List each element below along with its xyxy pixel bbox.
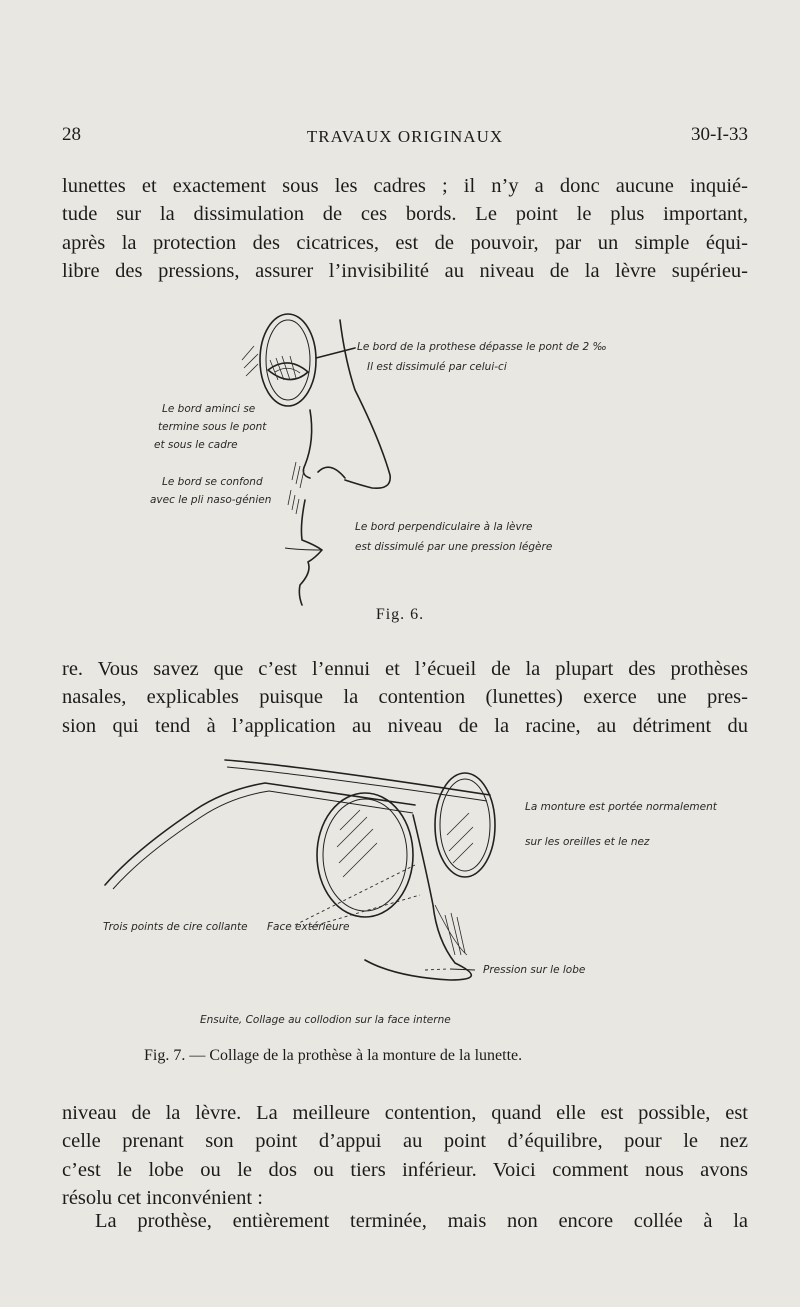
annotation-text: La monture est portée normalement <box>525 801 717 813</box>
text-line: re. Vous savez que c’est l’ennui et l’écueil de la plupart des prothèses <box>62 658 748 680</box>
paragraph-1 <box>62 172 748 285</box>
text-line: La prothèse, entièrement terminée, mais non encore collée à la <box>95 1210 748 1232</box>
running-header <box>62 124 748 154</box>
paragraph-4 <box>95 1207 748 1235</box>
running-title: TRAVAUX ORIGINAUX <box>306 127 504 146</box>
figure-7-illustration <box>95 755 735 1045</box>
annotation-text: Face extérieure <box>267 921 350 933</box>
annotation-text: Le bord aminci se <box>162 403 256 415</box>
annotation-text: Le bord perpendiculaire à la lèvre <box>355 521 533 533</box>
nose-prosthesis <box>365 815 471 980</box>
text-line: sion qui tend à l’application au niveau de la racine, au détriment du <box>62 714 748 737</box>
figure-6-caption: Fig. 6. <box>375 606 425 623</box>
paragraph-3 <box>62 1099 748 1212</box>
annotation-text: termine sous le pont <box>158 421 267 433</box>
annotation-text: Ensuite, Collage au collodion sur la face interne <box>200 1014 451 1026</box>
text-line: nasales, explicables puisque la contention (lunettes) exerce une pres- <box>62 686 748 709</box>
text-line: niveau de la lèvre. La meilleure contention, quand elle est possible, est <box>62 1102 748 1124</box>
text-line: après la protection des cicatrices, est de pouvoir, par un simple équi- <box>62 231 748 254</box>
annotation-text: et sous le cadre <box>154 439 238 451</box>
spectacle-rim <box>260 314 316 406</box>
lips-profile <box>299 500 322 605</box>
annotation-text: est dissimulé par une pression légère <box>355 541 553 553</box>
text-line: celle prenant son point d’appui au point d’équilibre, pour le nez <box>62 1130 748 1153</box>
text-line: résolu cet inconvénient : <box>62 1186 263 1209</box>
annotation-text: Il est dissimulé par celui-ci <box>367 361 507 373</box>
right-lens <box>435 773 495 877</box>
annotation-text: Trois points de cire collante <box>103 921 248 933</box>
text-line: c’est le lobe ou le dos ou tiers inférieur. Voici comment nous avons <box>62 1158 748 1181</box>
figure-6-illustration <box>140 300 640 610</box>
annotation-text: Le bord se confond <box>162 476 263 488</box>
text-line: tude sur la dissimulation de ces bords. Le point le plus important, <box>62 203 748 226</box>
annotation-text: Le bord de la prothese dépasse le pont de 2 ‰ <box>357 341 607 353</box>
annotation-text: Pression sur le lobe <box>483 964 586 976</box>
header-date: 30-I-33 <box>691 124 748 145</box>
figure-7-caption: Fig. 7. — Collage de la prothèse à la monture de la lunette. <box>144 1047 523 1064</box>
annotation-text: sur les oreilles et le nez <box>525 836 650 848</box>
text-line: libre des pressions, assurer l’invisibilité au niveau de la lèvre supérieu- <box>62 259 748 282</box>
page-number: 28 <box>62 124 81 145</box>
annotation-text: avec le pli naso-génien <box>150 494 272 506</box>
text-line: lunettes et exactement sous les cadres ; il n’y a donc aucune inquié- <box>62 175 748 197</box>
paragraph-2 <box>62 655 748 740</box>
